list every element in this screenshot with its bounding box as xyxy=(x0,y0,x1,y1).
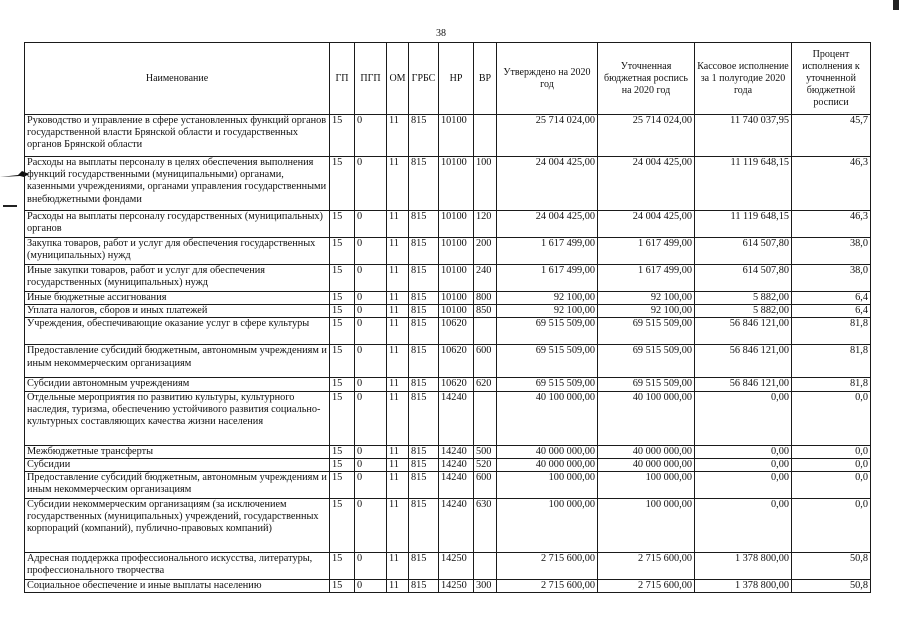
cell-gp: 15 xyxy=(330,318,355,345)
cell-np: 10100 xyxy=(439,115,474,157)
table-row xyxy=(25,265,871,292)
cell-percent: 81,8 xyxy=(792,378,871,391)
cell-approved: 40 000 000,00 xyxy=(497,458,598,471)
cell-pgp: 0 xyxy=(355,378,387,391)
cell-vr: 600 xyxy=(474,345,497,378)
header-grbs: ГРБС xyxy=(409,43,439,115)
cell-name: Субсидии xyxy=(25,458,330,471)
cell-gp: 15 xyxy=(330,292,355,305)
page-number: 38 xyxy=(436,28,446,39)
scan-mark xyxy=(893,0,899,10)
cell-om: 11 xyxy=(387,265,409,292)
cell-vr: 300 xyxy=(474,580,497,593)
cell-grbs: 815 xyxy=(409,238,439,265)
cell-cash: 5 882,00 xyxy=(695,292,792,305)
cell-gp: 15 xyxy=(330,391,355,445)
cell-name: Расходы на выплаты персоналу в целях обеспечения выполнения функций государственными (муниципальными) органами, казенными учреждениями, органами управления государственными внебюджетными фондами xyxy=(25,157,330,211)
cell-percent: 46,3 xyxy=(792,157,871,211)
cell-percent: 81,8 xyxy=(792,345,871,378)
cell-vr: 240 xyxy=(474,265,497,292)
cell-cash: 1 378 800,00 xyxy=(695,553,792,580)
cell-grbs: 815 xyxy=(409,305,439,318)
cell-grbs: 815 xyxy=(409,157,439,211)
cell-gp: 15 xyxy=(330,445,355,458)
cell-np: 14250 xyxy=(439,580,474,593)
cell-cash: 5 882,00 xyxy=(695,305,792,318)
cell-grbs: 815 xyxy=(409,580,439,593)
cell-refined: 40 000 000,00 xyxy=(598,458,695,471)
header-om: ОМ xyxy=(387,43,409,115)
cell-refined: 2 715 600,00 xyxy=(598,580,695,593)
cell-np: 14240 xyxy=(439,458,474,471)
cell-approved: 100 000,00 xyxy=(497,472,598,499)
cell-np: 10100 xyxy=(439,292,474,305)
cell-pgp: 0 xyxy=(355,305,387,318)
cell-pgp: 0 xyxy=(355,458,387,471)
cell-om: 11 xyxy=(387,238,409,265)
cell-cash: 0,00 xyxy=(695,472,792,499)
header-approved: Утверждено на 2020 год xyxy=(497,43,598,115)
cell-percent: 38,0 xyxy=(792,238,871,265)
cell-pgp: 0 xyxy=(355,157,387,211)
cell-approved: 92 100,00 xyxy=(497,305,598,318)
cell-vr xyxy=(474,553,497,580)
cell-vr: 630 xyxy=(474,499,497,553)
cell-percent: 46,3 xyxy=(792,211,871,238)
cell-grbs: 815 xyxy=(409,211,439,238)
cell-name: Расходы на выплаты персоналу государственных (муниципальных) органов xyxy=(25,211,330,238)
cell-om: 11 xyxy=(387,378,409,391)
table-row xyxy=(25,580,871,593)
cell-cash: 56 846 121,00 xyxy=(695,378,792,391)
cell-vr: 800 xyxy=(474,292,497,305)
cell-gp: 15 xyxy=(330,458,355,471)
cell-gp: 15 xyxy=(330,157,355,211)
cell-approved: 1 617 499,00 xyxy=(497,265,598,292)
header-name: Наименование xyxy=(25,43,330,115)
cell-gp: 15 xyxy=(330,499,355,553)
cell-om: 11 xyxy=(387,499,409,553)
cell-percent: 0,0 xyxy=(792,472,871,499)
cell-pgp: 0 xyxy=(355,391,387,445)
table-row xyxy=(25,318,871,345)
table-row xyxy=(25,499,871,553)
cell-refined: 25 714 024,00 xyxy=(598,115,695,157)
cell-vr: 200 xyxy=(474,238,497,265)
cell-cash: 11 119 648,15 xyxy=(695,211,792,238)
cell-name: Предоставление субсидий бюджетным, автономным учреждениям и иным некоммерческим организациям xyxy=(25,472,330,499)
cell-refined: 1 617 499,00 xyxy=(598,238,695,265)
table-row xyxy=(25,553,871,580)
cell-refined: 40 100 000,00 xyxy=(598,391,695,445)
cell-grbs: 815 xyxy=(409,472,439,499)
cell-om: 11 xyxy=(387,345,409,378)
cell-gp: 15 xyxy=(330,378,355,391)
cell-percent: 81,8 xyxy=(792,318,871,345)
cell-approved: 69 515 509,00 xyxy=(497,378,598,391)
cell-np: 10100 xyxy=(439,305,474,318)
cell-grbs: 815 xyxy=(409,553,439,580)
cell-om: 11 xyxy=(387,458,409,471)
cell-name: Закупка товаров, работ и услуг для обеспечения государственных (муниципальных) нужд xyxy=(25,238,330,265)
cell-refined: 69 515 509,00 xyxy=(598,345,695,378)
cell-om: 11 xyxy=(387,292,409,305)
cell-om: 11 xyxy=(387,157,409,211)
cell-approved: 69 515 509,00 xyxy=(497,345,598,378)
cell-approved: 2 715 600,00 xyxy=(497,580,598,593)
cell-pgp: 0 xyxy=(355,292,387,305)
cell-grbs: 815 xyxy=(409,292,439,305)
cell-cash: 11 740 037,95 xyxy=(695,115,792,157)
cell-om: 11 xyxy=(387,211,409,238)
cell-np: 10100 xyxy=(439,211,474,238)
cell-approved: 92 100,00 xyxy=(497,292,598,305)
cell-approved: 40 100 000,00 xyxy=(497,391,598,445)
cell-vr: 850 xyxy=(474,305,497,318)
cell-gp: 15 xyxy=(330,305,355,318)
cell-pgp: 0 xyxy=(355,238,387,265)
cell-percent: 50,8 xyxy=(792,580,871,593)
cell-percent: 45,7 xyxy=(792,115,871,157)
cell-percent: 0,0 xyxy=(792,458,871,471)
cell-vr: 600 xyxy=(474,472,497,499)
table-row xyxy=(25,458,871,471)
cell-vr: 100 xyxy=(474,157,497,211)
cell-vr: 120 xyxy=(474,211,497,238)
cell-grbs: 815 xyxy=(409,445,439,458)
cell-name: Учреждения, обеспечивающие оказание услуг в сфере культуры xyxy=(25,318,330,345)
cell-cash: 11 119 648,15 xyxy=(695,157,792,211)
cell-np: 10620 xyxy=(439,378,474,391)
cell-approved: 40 000 000,00 xyxy=(497,445,598,458)
cell-om: 11 xyxy=(387,445,409,458)
cell-name: Иные бюджетные ассигнования xyxy=(25,292,330,305)
header-pgp: ПГП xyxy=(355,43,387,115)
cell-name: Социальное обеспечение и иные выплаты населению xyxy=(25,580,330,593)
cell-refined: 1 617 499,00 xyxy=(598,265,695,292)
cell-np: 10100 xyxy=(439,157,474,211)
header-vr: ВР xyxy=(474,43,497,115)
cell-pgp: 0 xyxy=(355,445,387,458)
cell-cash: 0,00 xyxy=(695,458,792,471)
cell-om: 11 xyxy=(387,318,409,345)
header-gp: ГП xyxy=(330,43,355,115)
cell-refined: 40 000 000,00 xyxy=(598,445,695,458)
cell-om: 11 xyxy=(387,580,409,593)
table-row xyxy=(25,305,871,318)
cell-cash: 0,00 xyxy=(695,445,792,458)
cell-gp: 15 xyxy=(330,472,355,499)
cell-cash: 0,00 xyxy=(695,499,792,553)
cell-refined: 24 004 425,00 xyxy=(598,211,695,238)
cell-pgp: 0 xyxy=(355,553,387,580)
cell-approved: 24 004 425,00 xyxy=(497,211,598,238)
cell-grbs: 815 xyxy=(409,458,439,471)
header-np: НР xyxy=(439,43,474,115)
cell-om: 11 xyxy=(387,305,409,318)
cell-name: Иные закупки товаров, работ и услуг для обеспечения государственных (муниципальных) нужд xyxy=(25,265,330,292)
cell-name: Предоставление субсидий бюджетным, автономным учреждениям и иным некоммерческим организациям xyxy=(25,345,330,378)
cell-name: Субсидии автономным учреждениям xyxy=(25,378,330,391)
cell-cash: 614 507,80 xyxy=(695,265,792,292)
table-row xyxy=(25,157,871,211)
cell-grbs: 815 xyxy=(409,265,439,292)
cell-pgp: 0 xyxy=(355,211,387,238)
cell-refined: 100 000,00 xyxy=(598,472,695,499)
table-row xyxy=(25,238,871,265)
cell-np: 10100 xyxy=(439,265,474,292)
cell-gp: 15 xyxy=(330,238,355,265)
cell-vr xyxy=(474,318,497,345)
cell-refined: 92 100,00 xyxy=(598,305,695,318)
cell-grbs: 815 xyxy=(409,391,439,445)
cell-gp: 15 xyxy=(330,553,355,580)
cell-np: 10620 xyxy=(439,318,474,345)
table-row xyxy=(25,378,871,391)
table-row xyxy=(25,472,871,499)
cell-grbs: 815 xyxy=(409,378,439,391)
cell-name: Уплата налогов, сборов и иных платежей xyxy=(25,305,330,318)
cell-pgp: 0 xyxy=(355,472,387,499)
cell-percent: 0,0 xyxy=(792,499,871,553)
cell-name: Адресная поддержка профессионального искусства, литературы, профессионального творчества xyxy=(25,553,330,580)
cell-percent: 38,0 xyxy=(792,265,871,292)
cell-approved: 1 617 499,00 xyxy=(497,238,598,265)
cell-vr: 520 xyxy=(474,458,497,471)
cell-gp: 15 xyxy=(330,345,355,378)
cell-name: Межбюджетные трансферты xyxy=(25,445,330,458)
cell-pgp: 0 xyxy=(355,345,387,378)
header-refined: Уточненная бюджетная роспись на 2020 год xyxy=(598,43,695,115)
cell-refined: 2 715 600,00 xyxy=(598,553,695,580)
cell-name: Руководство и управление в сфере установленных функций органов государственной власти Брянской области и государственных органов Брянской области xyxy=(25,115,330,157)
cell-gp: 15 xyxy=(330,580,355,593)
cell-name: Отдельные мероприятия по развитию культуры, культурного наследия, туризма, обеспечению устойчивого развития социально-культурных составляющих качества жизни населения xyxy=(25,391,330,445)
cell-pgp: 0 xyxy=(355,580,387,593)
header-row xyxy=(25,43,871,115)
cell-pgp: 0 xyxy=(355,115,387,157)
cell-refined: 92 100,00 xyxy=(598,292,695,305)
cell-gp: 15 xyxy=(330,265,355,292)
cell-np: 14240 xyxy=(439,472,474,499)
cell-cash: 614 507,80 xyxy=(695,238,792,265)
cell-np: 10620 xyxy=(439,345,474,378)
cell-vr xyxy=(474,391,497,445)
cell-om: 11 xyxy=(387,391,409,445)
cell-percent: 0,0 xyxy=(792,445,871,458)
cell-grbs: 815 xyxy=(409,345,439,378)
cell-om: 11 xyxy=(387,553,409,580)
cell-refined: 100 000,00 xyxy=(598,499,695,553)
cell-refined: 24 004 425,00 xyxy=(598,157,695,211)
dash-mark-icon xyxy=(3,205,17,208)
cell-gp: 15 xyxy=(330,115,355,157)
cell-pgp: 0 xyxy=(355,318,387,345)
table-body xyxy=(25,115,871,593)
cell-approved: 25 714 024,00 xyxy=(497,115,598,157)
cell-percent: 0,0 xyxy=(792,391,871,445)
cell-np: 10100 xyxy=(439,238,474,265)
cell-percent: 6,4 xyxy=(792,292,871,305)
cell-vr: 620 xyxy=(474,378,497,391)
cell-percent: 6,4 xyxy=(792,305,871,318)
cell-approved: 2 715 600,00 xyxy=(497,553,598,580)
budget-table xyxy=(24,42,871,593)
cell-np: 14250 xyxy=(439,553,474,580)
cell-om: 11 xyxy=(387,115,409,157)
table-row xyxy=(25,445,871,458)
cell-np: 14240 xyxy=(439,445,474,458)
table-row xyxy=(25,211,871,238)
cell-grbs: 815 xyxy=(409,499,439,553)
header-cash: Кассовое исполнение за 1 полугодие 2020 года xyxy=(695,43,792,115)
table-row xyxy=(25,292,871,305)
table-row xyxy=(25,391,871,445)
cell-approved: 100 000,00 xyxy=(497,499,598,553)
cell-pgp: 0 xyxy=(355,499,387,553)
cell-cash: 1 378 800,00 xyxy=(695,580,792,593)
cell-grbs: 815 xyxy=(409,318,439,345)
header-percent: Процент исполнения к уточненной бюджетной росписи xyxy=(792,43,871,115)
cell-grbs: 815 xyxy=(409,115,439,157)
cell-approved: 69 515 509,00 xyxy=(497,318,598,345)
cell-percent: 50,8 xyxy=(792,553,871,580)
cell-refined: 69 515 509,00 xyxy=(598,378,695,391)
cell-vr xyxy=(474,115,497,157)
cell-gp: 15 xyxy=(330,211,355,238)
cell-np: 14240 xyxy=(439,499,474,553)
cell-cash: 56 846 121,00 xyxy=(695,345,792,378)
cell-cash: 0,00 xyxy=(695,391,792,445)
cell-refined: 69 515 509,00 xyxy=(598,318,695,345)
cell-om: 11 xyxy=(387,472,409,499)
cell-pgp: 0 xyxy=(355,265,387,292)
table-row xyxy=(25,345,871,378)
cell-approved: 24 004 425,00 xyxy=(497,157,598,211)
cell-vr: 500 xyxy=(474,445,497,458)
cell-name: Субсидии некоммерческим организациям (за исключением государственных (муниципальных) учреждений, государственных корпораций (компаний), публично-правовых компаний) xyxy=(25,499,330,553)
cell-cash: 56 846 121,00 xyxy=(695,318,792,345)
table-row xyxy=(25,115,871,157)
cell-np: 14240 xyxy=(439,391,474,445)
